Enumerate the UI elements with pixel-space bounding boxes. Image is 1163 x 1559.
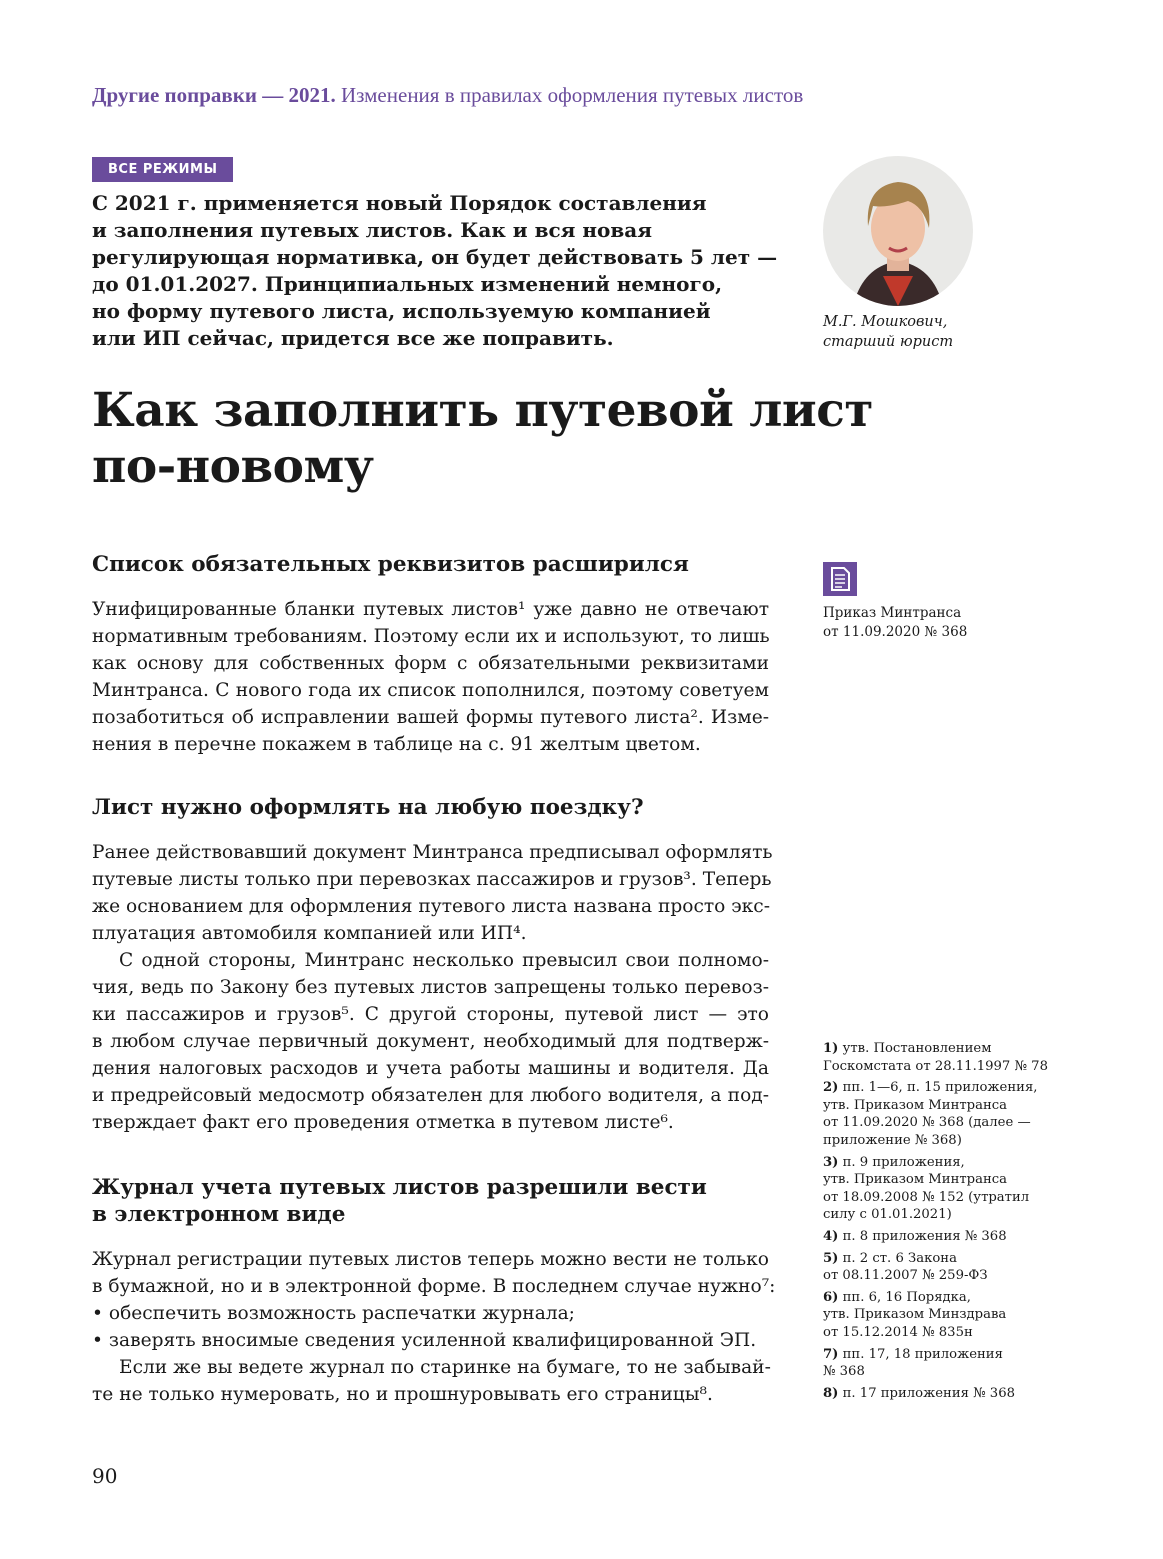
lead-line: или ИП сейчас, придется все же поправить. bbox=[92, 326, 614, 350]
footnote-line bbox=[823, 1289, 1053, 1307]
section-name: Другие поправки — 2021. bbox=[92, 83, 336, 107]
text-line: те не только нумеровать, но и прошнуровывать его страницы⁸. bbox=[92, 1384, 713, 1405]
footnote-line bbox=[823, 1097, 1053, 1115]
footnote-text: п. 9 приложения, bbox=[842, 1154, 965, 1170]
footnote-line bbox=[823, 1154, 1053, 1172]
footnote-text: приложение № 368) bbox=[823, 1132, 962, 1148]
author-photo bbox=[823, 156, 973, 306]
footnote-line bbox=[823, 1306, 1053, 1324]
spacer bbox=[92, 1228, 769, 1246]
paragraph bbox=[92, 1300, 769, 1354]
side-reference-line: Приказ Минтранса bbox=[823, 605, 962, 621]
footnote-text: п. 2 ст. 6 Закона bbox=[842, 1250, 957, 1266]
footnote-text: п. 17 приложения № 368 bbox=[842, 1385, 1015, 1401]
text-line: же основанием для оформления путевого листа названа просто экс- bbox=[92, 896, 770, 917]
footnote-text: утв. Приказом Минтранса bbox=[823, 1097, 1008, 1113]
text-line: тверждает факт его проведения отметка в путевом листе⁶. bbox=[92, 1112, 674, 1133]
lead-paragraph bbox=[92, 190, 782, 352]
lead-line: регулирующая нормативка, он будет действовать 5 лет — bbox=[92, 245, 778, 269]
lead-line: С 2021 г. применяется новый Порядок составления bbox=[92, 191, 707, 215]
footnote-text: от 15.12.2014 № 835н bbox=[823, 1324, 973, 1340]
footnote-line bbox=[823, 1228, 1053, 1246]
footnote bbox=[823, 1289, 1053, 1342]
footnote-line bbox=[823, 1250, 1053, 1268]
paragraph bbox=[92, 839, 773, 947]
author-name: М.Г. Мошкович, bbox=[823, 314, 948, 330]
footnote-line bbox=[823, 1040, 1053, 1058]
article-title bbox=[92, 383, 873, 495]
text-line: чия, ведь по Закону без путевых листов запрещены только перевоз- bbox=[92, 977, 769, 998]
text-line: как основу для собственных форм с обязательными реквизитами bbox=[92, 653, 769, 674]
footnote-number: 4) bbox=[823, 1228, 839, 1244]
footnote-text: утв. Приказом Минтранса bbox=[823, 1172, 1008, 1188]
author-caption bbox=[823, 312, 953, 352]
lead-line: но форму путевого листа, используемую компанией bbox=[92, 299, 711, 323]
footnote-text: пп. 17, 18 приложения bbox=[842, 1346, 1003, 1362]
heading-line: Лист нужно оформлять на любую поездку? bbox=[92, 795, 644, 820]
footnote-line bbox=[823, 1324, 1053, 1342]
lead-line: до 01.01.2027. Принципиальных изменений немного, bbox=[92, 272, 723, 296]
heading-line: Список обязательных реквизитов расширился bbox=[92, 552, 689, 577]
footnote bbox=[823, 1346, 1053, 1381]
title-line: по-новому bbox=[92, 439, 374, 494]
footnote-text: от 08.11.2007 № 259-ФЗ bbox=[823, 1268, 988, 1284]
section-heading bbox=[92, 1174, 769, 1228]
article-section bbox=[92, 551, 769, 758]
side-reference-line: от 11.09.2020 № 368 bbox=[823, 624, 968, 640]
text-line: в любом случае первичный документ, необходимый для подтверж- bbox=[92, 1031, 769, 1052]
footnote bbox=[823, 1040, 1053, 1075]
footnote-text: п. 8 приложения № 368 bbox=[842, 1228, 1007, 1244]
page-number: 90 bbox=[92, 1464, 118, 1488]
bullet-item: • заверять вносимые сведения усиленной квалифицированной ЭП. bbox=[92, 1330, 757, 1351]
section-heading bbox=[92, 551, 769, 578]
document-icon bbox=[823, 562, 857, 596]
paragraph bbox=[92, 1246, 776, 1300]
category-badge: ВСЕ РЕЖИМЫ bbox=[92, 157, 233, 182]
footnote-line bbox=[823, 1171, 1053, 1189]
footnote-line bbox=[823, 1114, 1053, 1132]
footnote-text: утв. Приказом Минздрава bbox=[823, 1307, 1007, 1323]
paragraph bbox=[92, 947, 769, 1136]
section-heading bbox=[92, 794, 769, 821]
text-line: нения в перечне покажем в таблице на с. 91 желтым цветом. bbox=[92, 734, 701, 755]
footnote-line bbox=[823, 1189, 1053, 1207]
footnote-text: утв. Постановлением bbox=[842, 1041, 992, 1056]
spacer bbox=[92, 578, 769, 596]
footnote-line bbox=[823, 1267, 1053, 1285]
footnotes bbox=[823, 1040, 1053, 1406]
title-line: Как заполнить путевой лист bbox=[92, 383, 873, 438]
heading-line: в электронном виде bbox=[92, 1202, 346, 1227]
footnote-line bbox=[823, 1132, 1053, 1150]
text-line: С одной стороны, Минтранс несколько превысил свои полномо- bbox=[119, 950, 769, 971]
footnote-text: пп. 6, 16 Порядка, bbox=[842, 1289, 971, 1305]
footnote bbox=[823, 1079, 1053, 1149]
footnote-line bbox=[823, 1079, 1053, 1097]
text-line: Если же вы ведете журнал по старинке на бумаге, то не забывай- bbox=[119, 1357, 771, 1378]
footnote-line bbox=[823, 1385, 1053, 1403]
text-line: Унифицированные бланки путевых листов¹ уже давно не отвечают bbox=[92, 599, 769, 620]
text-line: нормативным требованиям. Поэтому если их и используют, то лишь bbox=[92, 626, 770, 647]
text-line: Ранее действовавший документ Минтранса предписывал оформлять bbox=[92, 842, 773, 863]
text-line: Журнал регистрации путевых листов теперь можно вести не только bbox=[92, 1249, 769, 1270]
footnote-text: пп. 1—6, п. 15 приложения, bbox=[842, 1080, 1038, 1096]
text-line: ки пассажиров и грузов⁵. С другой стороны, путевой лист — это bbox=[92, 1004, 769, 1025]
paragraph bbox=[92, 1354, 769, 1408]
footnote-number: 2) bbox=[823, 1080, 839, 1096]
side-reference bbox=[823, 604, 967, 642]
footnote-number: 8) bbox=[823, 1385, 839, 1401]
footnote-line bbox=[823, 1363, 1053, 1381]
article-section bbox=[92, 794, 773, 1136]
paragraph bbox=[92, 596, 769, 758]
footnote-text: № 368 bbox=[823, 1364, 865, 1380]
spacer bbox=[92, 821, 769, 839]
author-role: старший юрист bbox=[823, 334, 954, 350]
text-line: позаботиться об исправлении вашей формы путевого листа². Изме- bbox=[92, 707, 769, 728]
text-line: плуатация автомобиля компанией или ИП⁴. bbox=[92, 923, 527, 944]
footnote bbox=[823, 1250, 1053, 1285]
bullet-item: • обеспечить возможность распечатки журнала; bbox=[92, 1303, 575, 1324]
text-line: Минтранса. С нового года их список пополнился, поэтому советуем bbox=[92, 680, 769, 701]
footnote-number: 5) bbox=[823, 1250, 839, 1266]
lead-line: и заполнения путевых листов. Как и вся новая bbox=[92, 218, 653, 242]
footnote-number: 6) bbox=[823, 1289, 839, 1305]
text-line: и предрейсовый медосмотр обязателен для любого водителя, а под- bbox=[92, 1085, 769, 1106]
footnote-line bbox=[823, 1346, 1053, 1364]
running-header bbox=[92, 83, 803, 108]
text-line: путевые листы только при перевозках пассажиров и грузов³. Теперь bbox=[92, 869, 772, 890]
text-line: дения налоговых расходов и учета работы машины и водителя. Да bbox=[92, 1058, 769, 1079]
text-line: в бумажной, но и в электронной форме. В последнем случае нужно⁷: bbox=[92, 1276, 776, 1297]
footnote-text: силу с 01.01.2021) bbox=[823, 1207, 952, 1223]
footnote bbox=[823, 1228, 1053, 1246]
section-subtitle: Изменения в правилах оформления путевых листов bbox=[340, 83, 804, 107]
footnote bbox=[823, 1154, 1053, 1224]
footnote-number: 1) bbox=[823, 1041, 839, 1056]
footnote-line bbox=[823, 1058, 1053, 1076]
footnote-text: от 18.09.2008 № 152 (утратил bbox=[823, 1189, 1030, 1205]
article-section bbox=[92, 1174, 776, 1408]
heading-line: Журнал учета путевых листов разрешили вести bbox=[92, 1175, 707, 1200]
footnote-text: Госкомстата от 28.11.1997 № 78 bbox=[823, 1058, 1048, 1074]
footnote bbox=[823, 1385, 1053, 1403]
footnote-line bbox=[823, 1206, 1053, 1224]
footnote-number: 7) bbox=[823, 1346, 839, 1362]
footnote-number: 3) bbox=[823, 1154, 839, 1170]
footnote-text: от 11.09.2020 № 368 (далее — bbox=[823, 1115, 1031, 1131]
